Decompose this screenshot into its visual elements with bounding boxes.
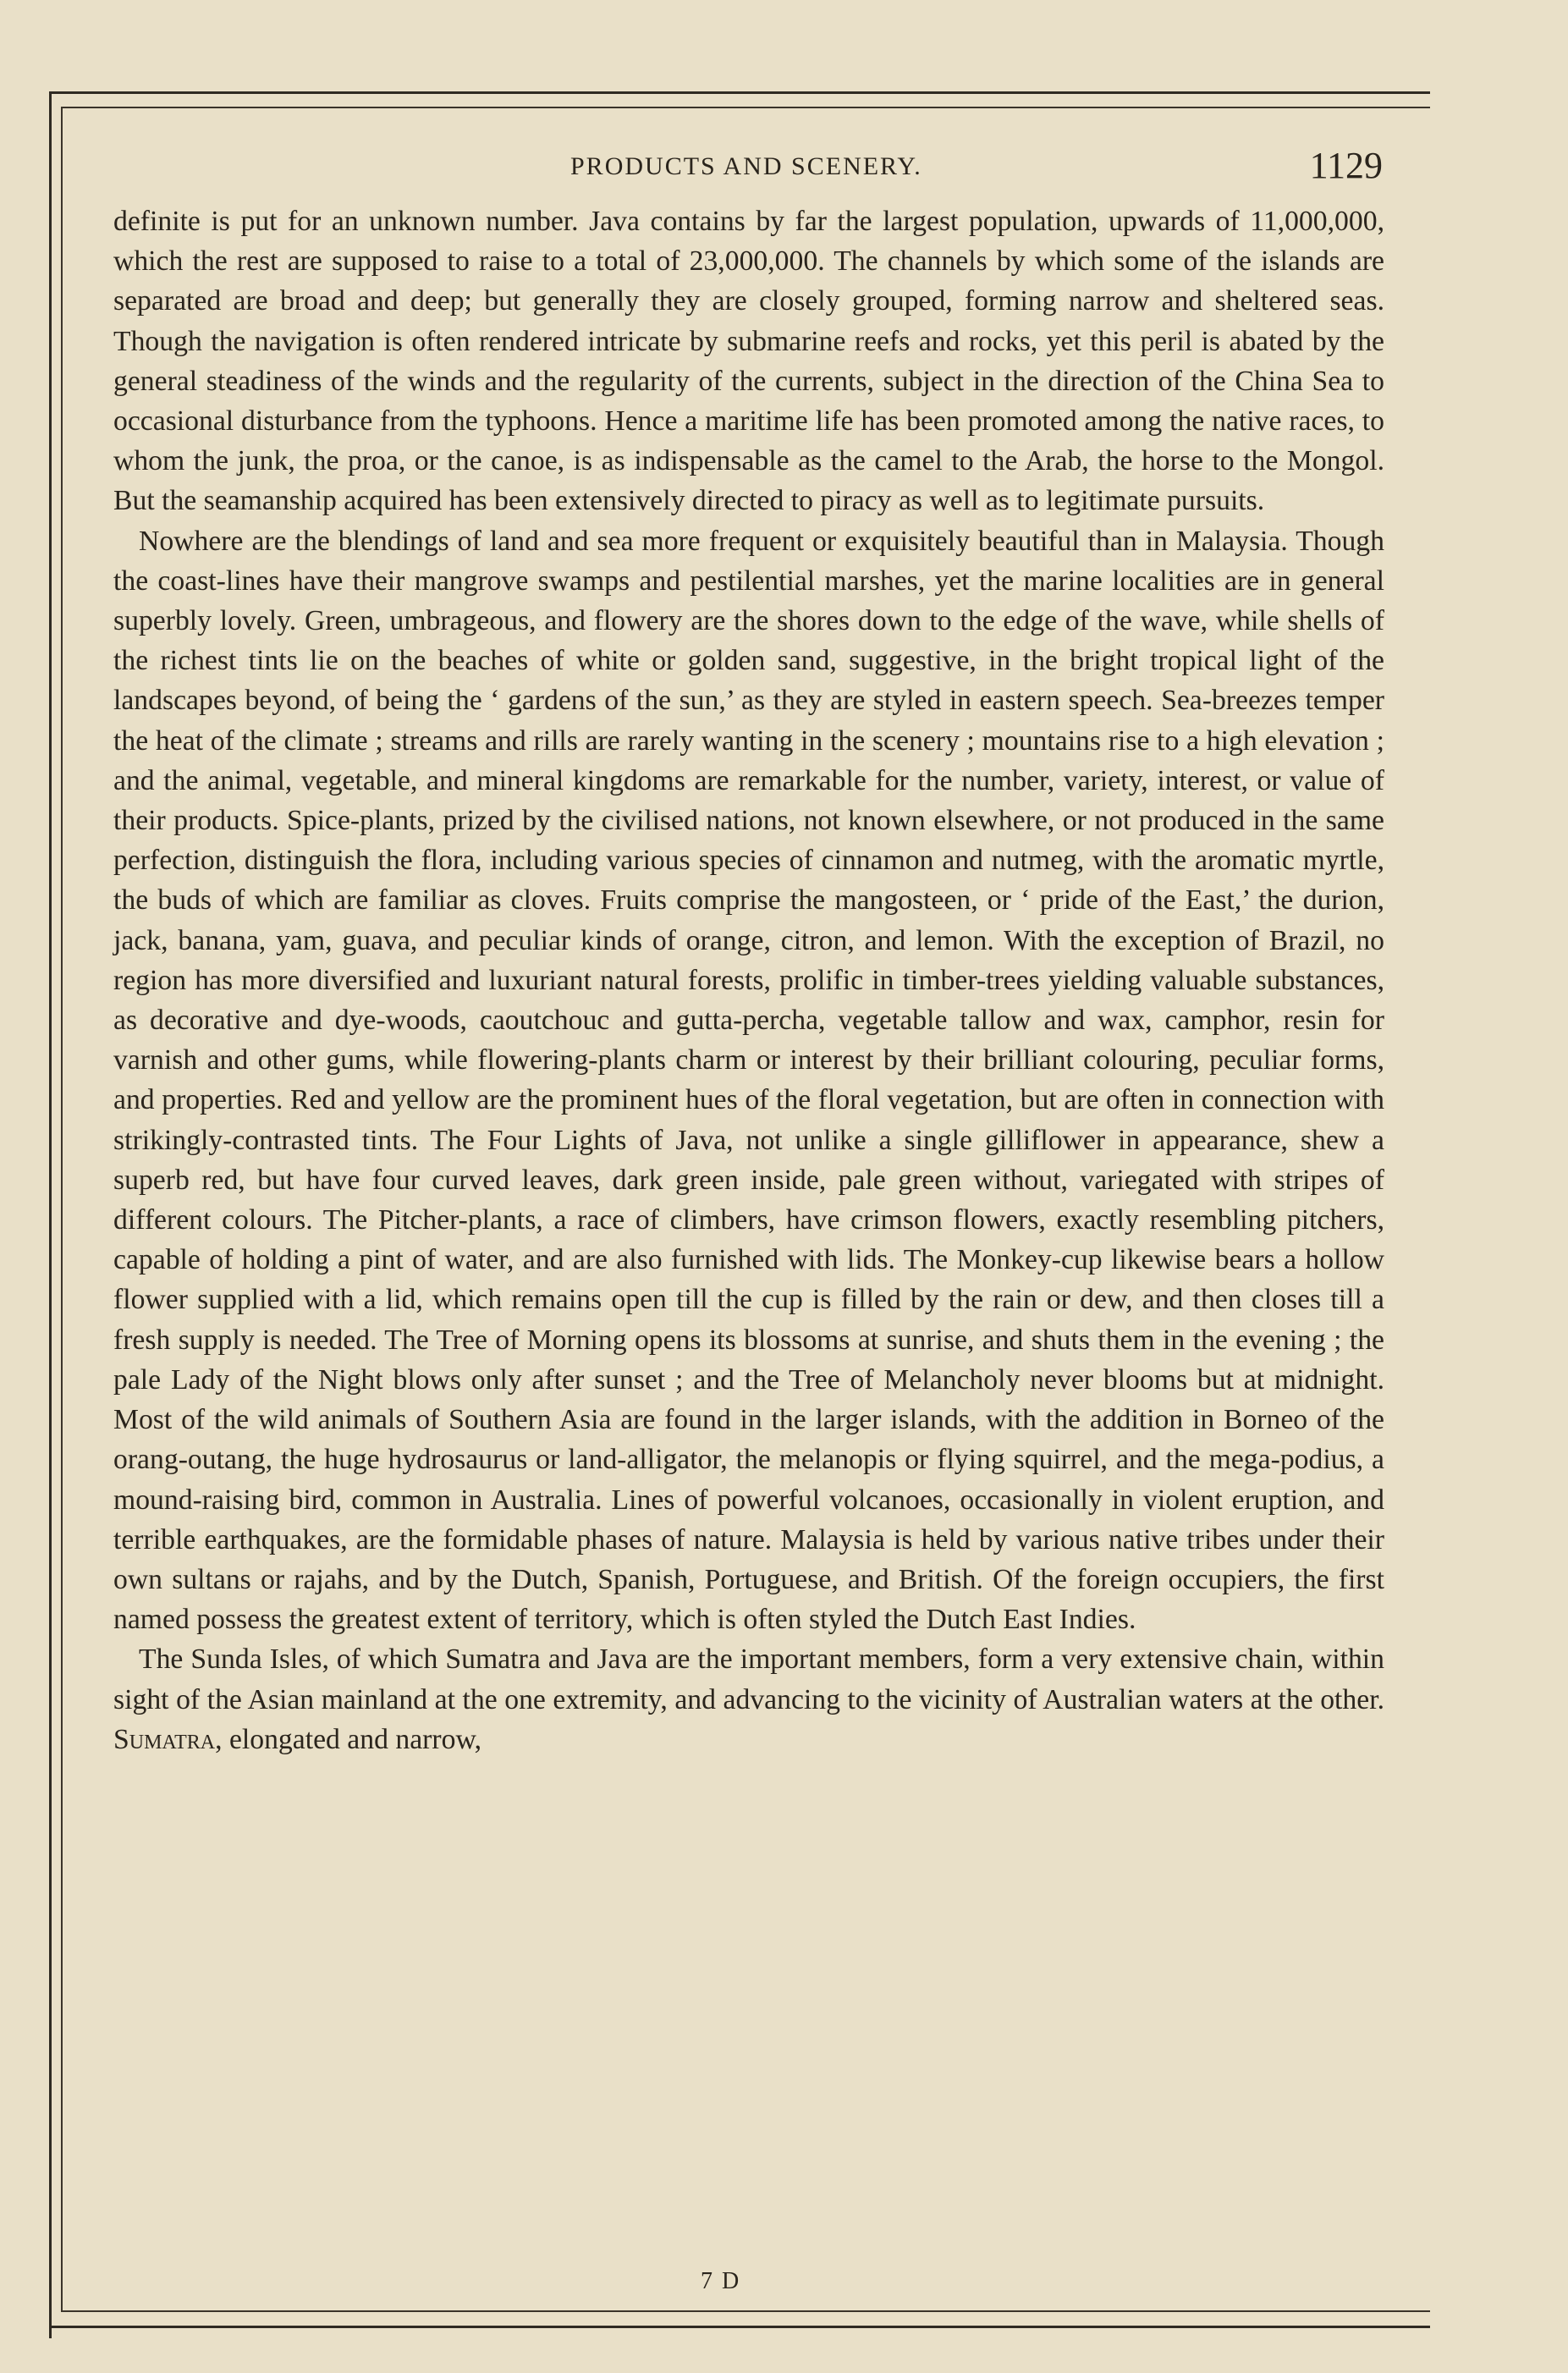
paragraph-3 (113, 1639, 1384, 1759)
bottom-inner-rule (61, 2310, 1430, 2312)
page-number: 1129 (1309, 145, 1383, 186)
paragraph-1: definite is put for an unknown number. Java contains by far the largest population, upwards of 11,000,000, which the rest are supposed to raise to a total of 23,000,000. The channels by which some of the islands are separated are broad and deep; but generally they are closely grouped, forming narrow and sheltered seas. Though the navigation is often rendered intricate by submarine reefs and rocks, yet this peril is abated by the general steadiness of the winds and the regularity of the currents, subject in the direction of the China Sea to occasional disturbance from the typhoons. Hence a maritime life has been promoted among the native races, to whom the junk, the proa, or the canoe, is as indispensable as the camel to the Arab, the horse to the Mongol. But the seamanship acquired has been extensively directed to piracy as well as to legitimate pursuits. (113, 206, 1384, 517)
place-name-sumatra: Sumatra (113, 1723, 216, 1755)
paragraph-3-end: , elongated and narrow, (215, 1723, 482, 1755)
body-text (113, 201, 1384, 2266)
paragraph-3-start: The Sunda Isles, of which Sumatra and Java are the important members, form a very extensive chain, within sight of the Asian mainland at the one extremity, and advancing to the vicinity of Australian waters at the other. (113, 1643, 1384, 1715)
signature-mark: 7 D (701, 2268, 741, 2294)
page-header (113, 142, 1383, 193)
left-inner-rule (61, 107, 63, 2312)
running-head: PRODUCTS AND SCENERY. (570, 152, 922, 180)
paragraph-2: Nowhere are the blendings of land and sea more frequent or exquisitely beautiful than in Malaysia. Though the coast-lines have their mangrove swamps and pestilential marshes, yet the marine localities are in general superbly lovely. Green, umbrageous, and flowery are the shores down to the edge of the wave, while shells of the richest tints lie on the beaches of white or golden sand, suggestive, in the bright tropical light of the landscapes beyond, of being the ‘ gardens of the sun,’ as they are styled in eastern speech. Sea-breezes temper the heat of the climate ; streams and rills are rarely wanting in the scenery ; mountains rise to a high elevation ; and the animal, vegetable, and mineral kingdoms are remarkable for the number, variety, interest, or value of their products. Spice-plants, prized by the civilised nations, not known elsewhere, or not produced in the same perfection, distinguish the flora, including various species of cinnamon and nutmeg, with the aromatic myrtle, the buds of which are familiar as cloves. Fruits comprise the mangosteen, or ‘ pride of the East,’ the durion, jack, banana, yam, guava, and peculiar kinds of orange, citron, and lemon. With the exception of Brazil, no region has more diversified and luxuriant natural forests, prolific in timber-trees yielding valuable substances, as decorative and dye-woods, caoutchouc and gutta-percha, vegetable tallow and wax, camphor, resin for varnish and other gums, while flowering-plants charm or interest by their brilliant colouring, peculiar forms, and properties. Red and yellow are the prominent hues of the floral vegetation, but are often in connection with strikingly-contrasted tints. The Four Lights of Java, not unlike a single gilliflower in appearance, shew a superb red, but have four curved leaves, dark green inside, pale green without, variegated with stripes of different colours. The Pitcher-plants, a race of climbers, have crimson flowers, exactly resembling pitchers, capable of holding a pint of water, and are also furnished with lids. The Monkey-cup likewise bears a hollow flower supplied with a lid, which remains open till the cup is filled by the rain or dew, and then closes till a fresh supply is needed. The Tree of Morning opens its blossoms at sunrise, and shuts them in the evening ; the pale Lady of the Night blows only after sunset ; and the Tree of Melancholy never blooms but at midnight. Most of the wild animals of Southern Asia are found in the larger islands, with the addition in Borneo of the orang-outang, the huge hydrosaurus or land-alligator, the melanopis or flying squirrel, and the mega-podius, a mound-raising bird, common in Australia. Lines of powerful volcanoes, occasionally in violent eruption, and terrible earthquakes, are the formidable phases of nature. Malaysia is held by various native tribes under their own sultans or rajahs, and by the Dutch, Spanish, Portuguese, and British. Of the foreign occupiers, the first named possess the greatest extent of territory, which is often styled the Dutch East Indies. (113, 525, 1384, 1636)
bottom-border-rule (49, 2326, 1430, 2328)
